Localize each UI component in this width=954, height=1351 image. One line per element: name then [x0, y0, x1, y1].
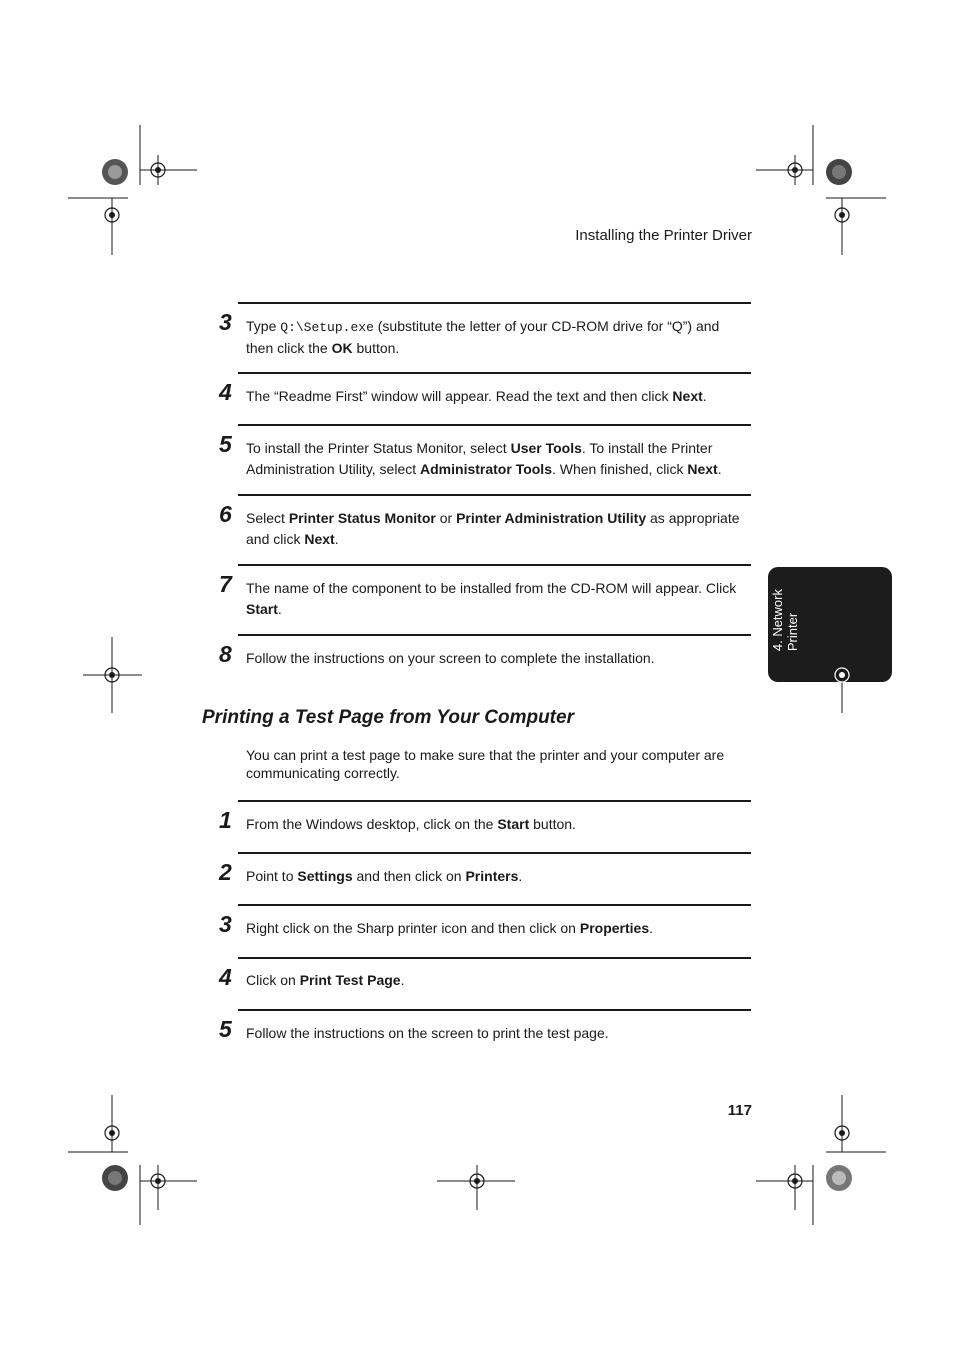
step-text-run: Follow the instructions on the screen to print the test page.: [246, 1025, 609, 1041]
step-text-run: Click on: [246, 972, 300, 988]
step-divider: [238, 800, 751, 802]
step-text-run: or: [435, 510, 457, 526]
step-text: [246, 508, 746, 550]
step-number: 3: [219, 911, 232, 937]
section-intro: You can print a test page to make sure that the printer and your computer are communicating correctly.: [246, 747, 725, 781]
ui-term: User Tools: [510, 440, 582, 456]
step-divider: [238, 904, 751, 906]
step-text-run: and then click on: [352, 868, 466, 884]
step-text: [246, 1023, 746, 1044]
step-divider: [238, 424, 751, 426]
ui-term: Properties: [579, 920, 650, 936]
step-number: 1: [219, 807, 232, 833]
step-divider: [238, 564, 751, 566]
step-text-run: The “Readme First” window will appear. Read the text and then click: [246, 388, 673, 404]
step-text-run: .: [518, 868, 523, 884]
running-header: Installing the Printer Driver: [575, 227, 752, 244]
step-divider: [238, 852, 751, 854]
step-number: 7: [219, 571, 232, 597]
ui-term: OK: [331, 340, 353, 356]
step-text-run: button.: [352, 340, 400, 356]
step-divider: [238, 302, 751, 304]
step-text-run: . To install the Printer Administration Utility, select: [246, 440, 713, 477]
step-text-run: Select: [246, 510, 289, 526]
step-divider: [238, 372, 751, 374]
chapter-tab-label: 4. Network Printer: [770, 589, 800, 652]
ui-term: Start: [246, 601, 278, 617]
step-divider: [238, 1009, 751, 1011]
ui-term: Print Test Page: [299, 972, 401, 988]
ui-term: Printer Status Monitor: [288, 510, 436, 526]
ui-term: Next: [672, 388, 703, 404]
step-divider: [238, 634, 751, 636]
step-number: 5: [219, 431, 232, 457]
ui-term: Printer Administration Utility: [456, 510, 647, 526]
step-text-run: . When finished, click: [551, 461, 688, 477]
ui-term: Administrator Tools: [420, 461, 552, 477]
step-text-run: To install the Printer Status Monitor, select: [246, 440, 511, 456]
step-text-run: The name of the component to be installed from the CD-ROM will appear. Click: [246, 580, 737, 596]
step-number: 8: [219, 641, 232, 667]
ui-term: Printers: [465, 868, 519, 884]
step-text: [246, 316, 746, 359]
step-text: [246, 648, 746, 669]
step-number: 5: [219, 1016, 232, 1042]
step-text: [246, 386, 746, 407]
step-text-run: .: [277, 601, 282, 617]
step-text: [246, 866, 746, 887]
step-divider: [238, 957, 751, 959]
step-text-run: Point to: [246, 868, 298, 884]
step-text-run: .: [649, 920, 653, 936]
step-text-run: Right click on the Sharp printer icon and then click on: [246, 920, 580, 936]
step-number: 4: [219, 379, 232, 405]
step-text: [246, 918, 746, 939]
step-number: 4: [219, 964, 232, 990]
step-text-run: as appropriate and click: [246, 510, 740, 547]
ui-term: Next: [687, 461, 718, 477]
step-text: [246, 970, 746, 991]
step-number: 2: [219, 859, 232, 885]
step-text-run: Type: [246, 318, 281, 334]
step-text-run: button.: [529, 816, 576, 832]
step-text-run: .: [400, 972, 405, 988]
step-text-run: (substitute the letter of your CD-ROM drive for “Q”) and then click the: [246, 318, 720, 356]
step-divider: [238, 494, 751, 496]
ui-term: Next: [304, 531, 335, 547]
step-text-run: .: [334, 531, 339, 547]
page-number: 117: [727, 1102, 752, 1119]
section-title: Printing a Test Page from Your Computer: [202, 707, 574, 728]
step-text-run: From the Windows desktop, click on the: [246, 816, 498, 832]
step-text-run: .: [702, 388, 707, 404]
step-text: [246, 438, 746, 480]
step-text-run: .: [717, 461, 722, 477]
step-number: 6: [219, 501, 232, 527]
command-text: Q:\Setup.exe: [280, 320, 374, 335]
step-number: 3: [219, 309, 232, 335]
ui-term: Start: [497, 816, 530, 832]
ui-term: Settings: [297, 868, 353, 884]
step-text: [246, 578, 746, 620]
step-text-run: Follow the instructions on your screen to complete the installation.: [246, 650, 655, 666]
step-text: [246, 814, 746, 835]
